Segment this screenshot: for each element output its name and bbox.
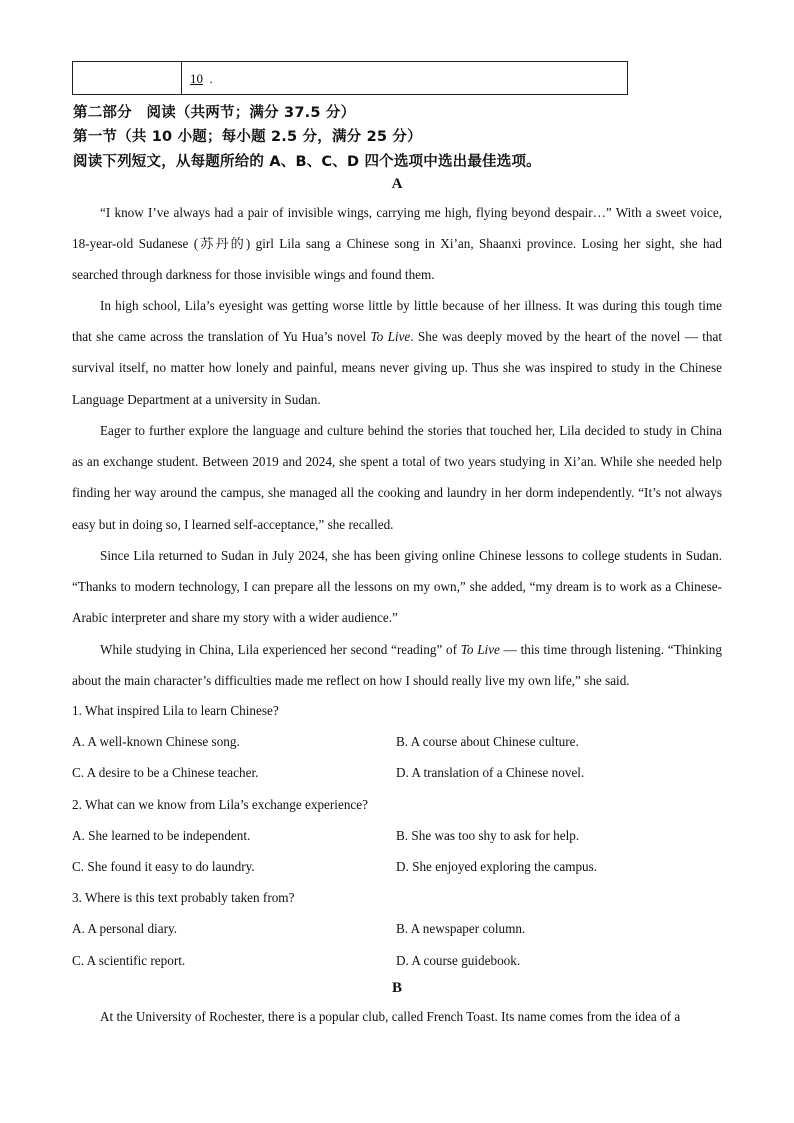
section-header: 第一节（共 10 小题；每小题 2.5 分，满分 25 分） (73, 129, 422, 145)
question-1-stem: 1. What inspired Lila to learn Chinese? (72, 703, 279, 718)
question-2-option-d[interactable]: D. She enjoyed exploring the campus. (396, 859, 598, 874)
question-1-option-a[interactable]: A. A well-known Chinese song. (72, 734, 240, 749)
passage-a-letter: A (391, 176, 403, 192)
passage-a-paragraph-3: Eager to further explore the language and culture behind the stories that touched her, Lila decided to study in China as an exchange student. Between 2019 and 2024, she spent a total of two years studying in Xi’an. While she needed help finding her way around the campus, she managed all the cooking and laundry in her dorm independently. “It’s not always easy but in doing so, I learned self-acceptance,” she recalled. (72, 423, 722, 532)
novel-title: To Live (370, 329, 411, 345)
paragraph-5-text-start: While studying in China, Lila experienced her second “reading” of (100, 642, 461, 657)
passage-b-letter: B (391, 980, 402, 996)
paragraph-2-text-start: In high school, Lila’s eyesight was getting worse little by little because of her illness. It was during this tough time that she came across the translation of Yu Hua’s novel (72, 298, 722, 345)
passage-b-paragraph-1: At the University of Rochester, there is a popular club, called French Toast. Its name comes from the idea of a (100, 1009, 681, 1024)
passage-a-paragraph-1: “I know I’ve always had a pair of invisible wings, carrying me high, flying beyond despair…” With a sweet voice, 18-year-old Sudanese (苏丹的) girl Lila sang a Chinese song in Xi’an, Shaanxi province. Losing her sight, she had searched through darkness for those invisible wings and found them. (72, 205, 722, 283)
question-2-option-c[interactable]: C. She found it easy to do laundry. (72, 859, 255, 874)
question-2-option-a[interactable]: A. She learned to be independent. (72, 828, 251, 843)
paragraph-5-text-end: — this time through listening. “Thinking about the main character’s difficulties made me reflect on how I should really live my own life,” she said. (72, 642, 722, 689)
paragraph-2-text-end: . She was deeply moved by the heart of the novel — that survival itself, no matter how lonely and painful, means never giving up. Thus she was inspired to study in the Chinese Language Department at a university in Sudan. (72, 329, 722, 407)
part-header: 第二部分 阅读（共两节；满分 37.5 分） (73, 105, 356, 121)
question-1-option-d[interactable]: D. A translation of a Chinese novel. (396, 765, 585, 780)
answer-blank-period: . (209, 71, 213, 86)
question-1-option-c[interactable]: C. A desire to be a Chinese teacher. (72, 765, 259, 780)
answer-blank-10: 10 (190, 71, 203, 86)
answer-table-value-cell (182, 62, 627, 94)
passage-a-paragraph-4: Since Lila returned to Sudan in July 2024, she has been giving online Chinese lessons to college students in Sudan. “Thanks to modern technology, I can prepare all the lessons on my own,” she added, “my dream is to work as a Chinese-Arabic interpreter and share my story with a wider audience.” (72, 548, 722, 626)
answer-table (72, 61, 628, 95)
question-2-option-b[interactable]: B. She was too shy to ask for help. (396, 828, 580, 843)
question-1-option-b[interactable]: B. A course about Chinese culture. (396, 734, 579, 749)
novel-title: To Live (460, 642, 500, 657)
question-3-option-b[interactable]: B. A newspaper column. (396, 921, 526, 936)
question-3-option-d[interactable]: D. A course guidebook. (396, 953, 521, 968)
question-3-option-c[interactable]: C. A scientific report. (72, 953, 186, 968)
passage-a-paragraph-2 (72, 290, 722, 415)
instruction: 阅读下列短文，从每题所给的 A、B、C、D 四个选项中选出最佳选项。 (73, 154, 541, 170)
answer-table-label-cell (73, 62, 182, 94)
passage-a-paragraph-5 (72, 634, 722, 696)
question-2-stem: 2. What can we know from Lila’s exchange experience? (72, 797, 368, 812)
question-3-option-a[interactable]: A. A personal diary. (72, 921, 177, 936)
question-3-stem: 3. Where is this text probably taken from? (72, 890, 295, 905)
